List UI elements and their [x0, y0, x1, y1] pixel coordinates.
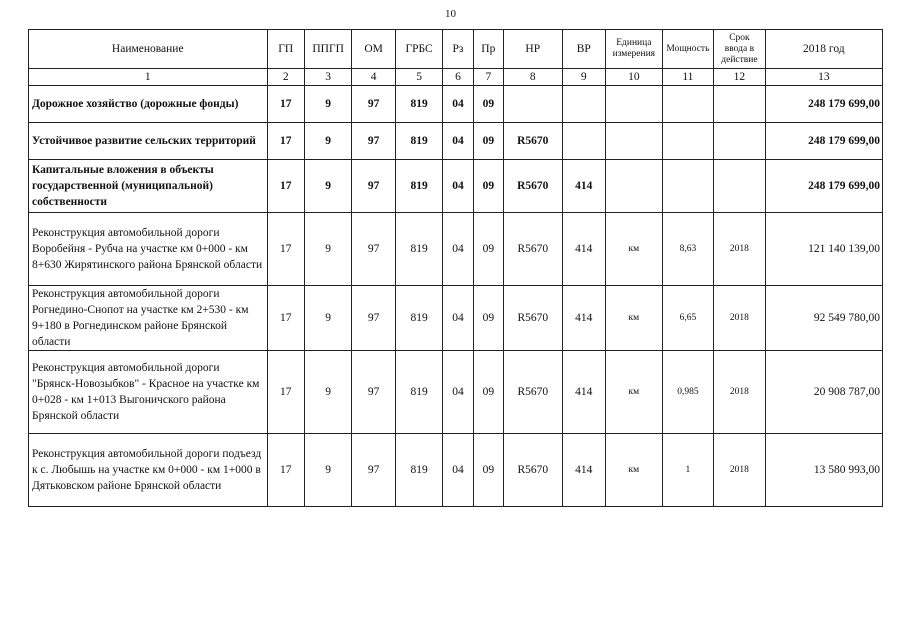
cell-grbs: 819 [395, 286, 443, 351]
header-cell: ГП [267, 30, 304, 69]
cell-rz: 04 [443, 160, 473, 213]
cell-capacity [662, 123, 714, 160]
row-name: Реконструкция автомобильной дороги Воробейня - Рубча на участке км 0+000 - км 8+630 Жирятинского района Брянской области [29, 213, 268, 286]
budget-table [28, 29, 883, 507]
table-row [29, 213, 883, 286]
row-name: Реконструкция автомобильной дороги Рогнедино-Снопот на участке км 2+530 - км 9+180 в Рогнединском районе Брянской области [29, 286, 268, 351]
cell-unit [606, 123, 663, 160]
cell-om: 97 [352, 123, 395, 160]
page-number: 10 [445, 8, 456, 20]
cell-capacity: 6,65 [662, 286, 714, 351]
cell-capacity [662, 160, 714, 213]
cell-vr: 414 [562, 351, 605, 434]
cell-amount: 248 179 699,00 [765, 160, 882, 213]
column-number: 8 [503, 69, 562, 86]
cell-om: 97 [352, 160, 395, 213]
cell-capacity: 1 [662, 434, 714, 507]
cell-nr: R5670 [503, 351, 562, 434]
row-name: Устойчивое развитие сельских территорий [29, 123, 268, 160]
column-number: 7 [473, 69, 503, 86]
cell-pr: 09 [473, 160, 503, 213]
cell-capacity: 0,985 [662, 351, 714, 434]
cell-ppgp: 9 [304, 434, 352, 507]
cell-term [714, 123, 766, 160]
cell-rz: 04 [443, 213, 473, 286]
table-row [29, 351, 883, 434]
table-row [29, 160, 883, 213]
table-row [29, 86, 883, 123]
cell-unit [606, 86, 663, 123]
cell-nr: R5670 [503, 434, 562, 507]
column-number: 5 [395, 69, 443, 86]
column-number: 2 [267, 69, 304, 86]
cell-ppgp: 9 [304, 123, 352, 160]
cell-grbs: 819 [395, 160, 443, 213]
cell-grbs: 819 [395, 213, 443, 286]
header-cell: Наименование [29, 30, 268, 69]
header-cell: Единица измерения [606, 30, 663, 69]
column-number: 13 [765, 69, 882, 86]
cell-vr: 414 [562, 286, 605, 351]
cell-grbs: 819 [395, 86, 443, 123]
cell-ppgp: 9 [304, 351, 352, 434]
cell-term: 2018 [714, 434, 766, 507]
row-name: Реконструкция автомобильной дороги подъезд к с. Любышь на участке км 0+000 - км 1+000 в Дятьковском районе Брянской области [29, 434, 268, 507]
cell-ppgp: 9 [304, 160, 352, 213]
cell-vr [562, 86, 605, 123]
cell-pr: 09 [473, 286, 503, 351]
cell-unit: км [606, 286, 663, 351]
header-cell: Мощность [662, 30, 714, 69]
header-cell: Рз [443, 30, 473, 69]
column-number: 3 [304, 69, 352, 86]
table-row [29, 123, 883, 160]
cell-unit [606, 160, 663, 213]
row-name: Капитальные вложения в объекты государственной (муниципальной) собственности [29, 160, 268, 213]
column-number: 4 [352, 69, 395, 86]
column-number: 11 [662, 69, 714, 86]
column-number: 9 [562, 69, 605, 86]
cell-gp: 17 [267, 286, 304, 351]
table-row [29, 286, 883, 351]
cell-gp: 17 [267, 86, 304, 123]
cell-grbs: 819 [395, 351, 443, 434]
row-name: Реконструкция автомобильной дороги "Брянск-Новозыбков" - Красное на участке км 0+028 - км 1+013 Выгоничского района Брянской области [29, 351, 268, 434]
header-cell: ОМ [352, 30, 395, 69]
cell-rz: 04 [443, 123, 473, 160]
cell-rz: 04 [443, 86, 473, 123]
header-cell: Пр [473, 30, 503, 69]
cell-amount: 13 580 993,00 [765, 434, 882, 507]
cell-vr: 414 [562, 213, 605, 286]
header-cell: ВР [562, 30, 605, 69]
cell-pr: 09 [473, 123, 503, 160]
cell-pr: 09 [473, 213, 503, 286]
cell-vr: 414 [562, 160, 605, 213]
header-cell: НР [503, 30, 562, 69]
cell-grbs: 819 [395, 434, 443, 507]
cell-gp: 17 [267, 160, 304, 213]
cell-unit: км [606, 213, 663, 286]
cell-om: 97 [352, 434, 395, 507]
cell-amount: 92 549 780,00 [765, 286, 882, 351]
column-number: 10 [606, 69, 663, 86]
cell-nr [503, 86, 562, 123]
cell-term [714, 86, 766, 123]
cell-vr [562, 123, 605, 160]
cell-gp: 17 [267, 351, 304, 434]
cell-om: 97 [352, 351, 395, 434]
column-number: 6 [443, 69, 473, 86]
table-header-row [29, 30, 883, 69]
header-cell: Срок ввода в действие [714, 30, 766, 69]
row-name: Дорожное хозяйство (дорожные фонды) [29, 86, 268, 123]
cell-rz: 04 [443, 434, 473, 507]
cell-unit: км [606, 351, 663, 434]
cell-ppgp: 9 [304, 213, 352, 286]
cell-amount: 248 179 699,00 [765, 123, 882, 160]
table-row [29, 434, 883, 507]
cell-om: 97 [352, 86, 395, 123]
cell-nr: R5670 [503, 213, 562, 286]
header-cell: ППГП [304, 30, 352, 69]
cell-pr: 09 [473, 86, 503, 123]
cell-rz: 04 [443, 286, 473, 351]
cell-vr: 414 [562, 434, 605, 507]
cell-unit: км [606, 434, 663, 507]
cell-nr: R5670 [503, 160, 562, 213]
cell-amount: 121 140 139,00 [765, 213, 882, 286]
cell-term: 2018 [714, 351, 766, 434]
cell-nr: R5670 [503, 286, 562, 351]
cell-term: 2018 [714, 213, 766, 286]
header-cell: 2018 год [765, 30, 882, 69]
cell-om: 97 [352, 213, 395, 286]
cell-grbs: 819 [395, 123, 443, 160]
cell-pr: 09 [473, 434, 503, 507]
cell-capacity [662, 86, 714, 123]
cell-nr: R5670 [503, 123, 562, 160]
cell-pr: 09 [473, 351, 503, 434]
cell-gp: 17 [267, 434, 304, 507]
cell-ppgp: 9 [304, 86, 352, 123]
header-cell: ГРБС [395, 30, 443, 69]
cell-term: 2018 [714, 286, 766, 351]
column-number-row [29, 69, 883, 86]
cell-gp: 17 [267, 123, 304, 160]
cell-term [714, 160, 766, 213]
column-number: 12 [714, 69, 766, 86]
cell-ppgp: 9 [304, 286, 352, 351]
cell-rz: 04 [443, 351, 473, 434]
column-number: 1 [29, 69, 268, 86]
cell-amount: 248 179 699,00 [765, 86, 882, 123]
cell-gp: 17 [267, 213, 304, 286]
cell-amount: 20 908 787,00 [765, 351, 882, 434]
cell-capacity: 8,63 [662, 213, 714, 286]
cell-om: 97 [352, 286, 395, 351]
